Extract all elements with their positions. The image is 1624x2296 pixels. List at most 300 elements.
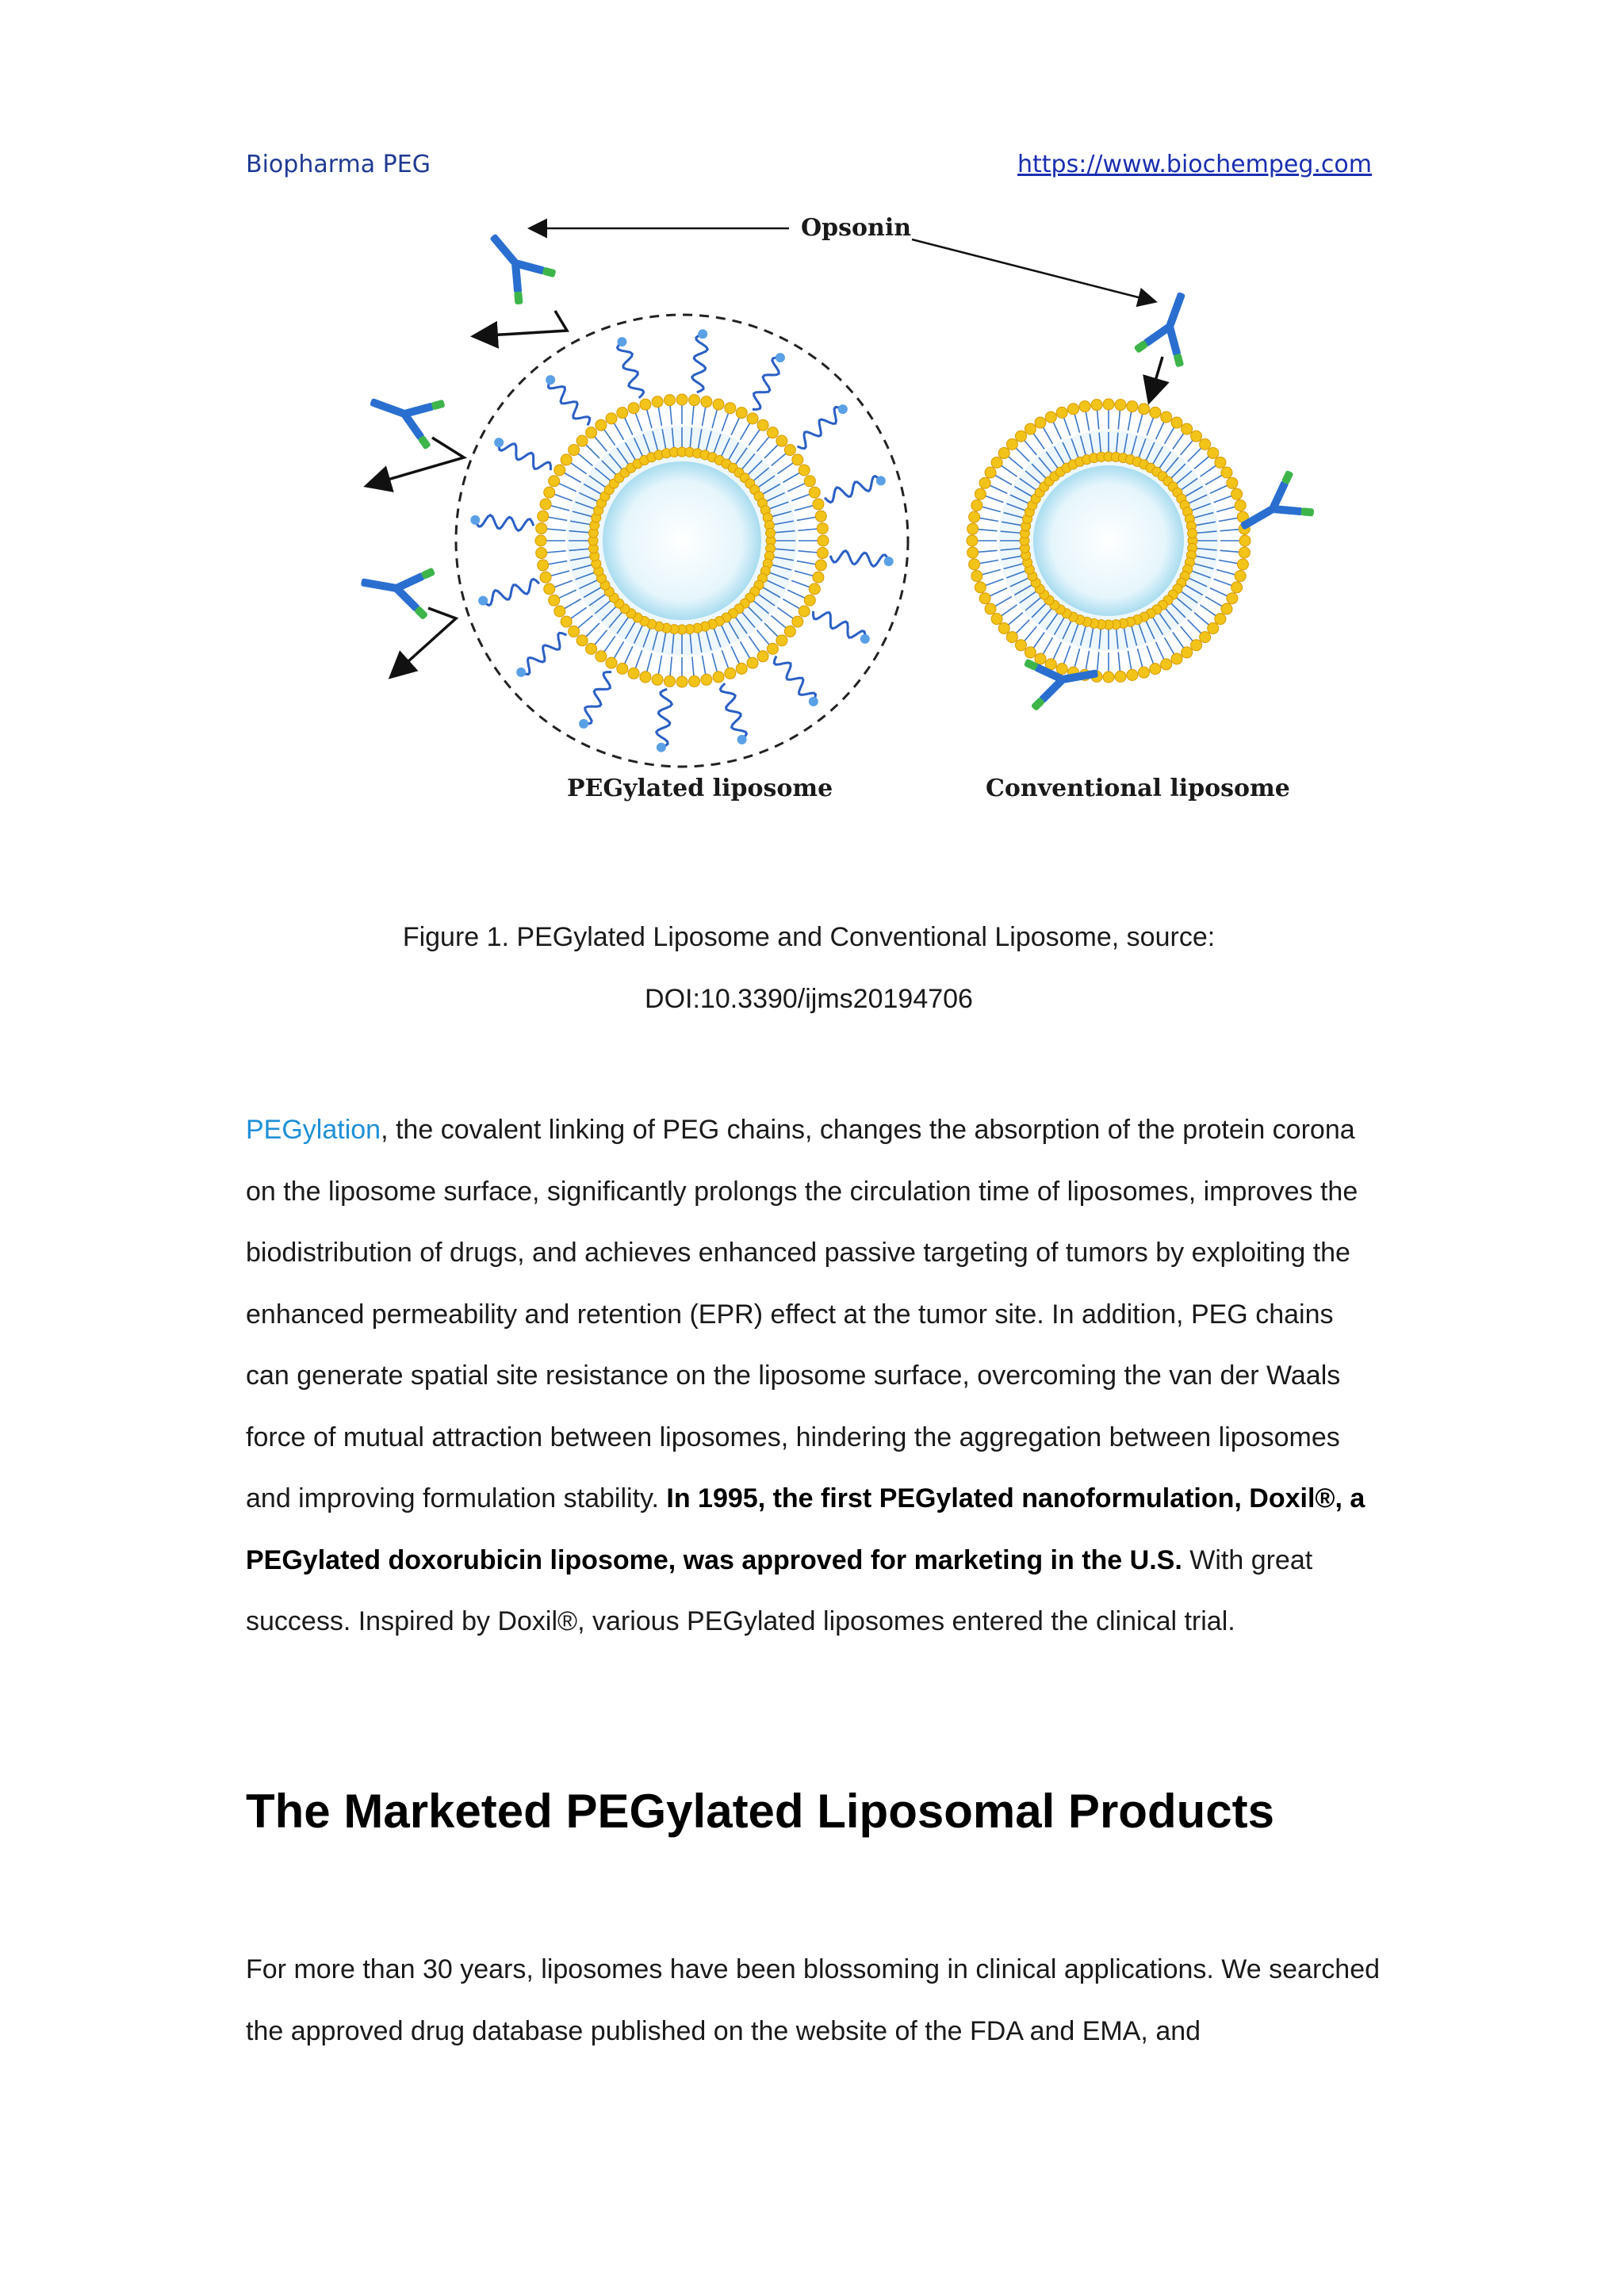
lipid-tail [1216, 507, 1235, 511]
lipid-head [549, 595, 560, 606]
lipid-tail [1156, 642, 1165, 660]
peg-chain [692, 334, 708, 392]
peg-chain-end [494, 438, 504, 447]
lipid-head [1139, 404, 1150, 415]
peg-chain [825, 476, 881, 503]
lipid-head [1161, 659, 1172, 670]
antibody-tip [542, 266, 556, 277]
lipid-head [596, 419, 607, 430]
lipid-head [1231, 582, 1243, 593]
lipid-head [1079, 401, 1090, 412]
peg-chain-end [516, 668, 526, 677]
lipid-head [554, 465, 565, 476]
lipid-tail [978, 530, 998, 531]
lipid-head [561, 616, 572, 627]
lipid-head [792, 454, 803, 465]
paragraph-text-2: With great success. Inspired by Doxil®, various PEGylated liposomes entered the clinical trial. [246, 1544, 1313, 1636]
lipid-head [1239, 535, 1251, 546]
paragraph-pegylation [246, 1100, 1380, 1653]
lipid-tail [594, 436, 607, 451]
pegylated-liposome [456, 315, 908, 767]
lipid-tail [1074, 649, 1079, 668]
lipid-head [979, 593, 990, 604]
lipid-head [1227, 477, 1238, 488]
lipid-tail [777, 607, 793, 618]
lipid-tail [1219, 560, 1239, 563]
lipid-head [1035, 417, 1046, 428]
lipid-tail [1147, 645, 1154, 664]
lipid-tail [550, 571, 569, 576]
lipid-head [1171, 417, 1182, 428]
lipid-tail [1205, 475, 1223, 485]
lipid-tail [1173, 633, 1184, 649]
lipid-tail [1213, 496, 1231, 503]
lipid-head [1231, 488, 1243, 499]
lipid-tail [1001, 605, 1017, 616]
lipid-head [713, 672, 724, 683]
lipid-head [606, 413, 617, 424]
lipid-tail [1063, 417, 1071, 435]
peg-chain-end [478, 596, 488, 606]
lipid-tail [1043, 637, 1053, 655]
lipid-tail [722, 650, 729, 668]
lipid-tail [1053, 422, 1062, 440]
antibody-tip [1173, 353, 1184, 367]
lipid-head [1056, 407, 1067, 418]
lipid-head [736, 663, 747, 674]
antibody [472, 219, 559, 308]
lipid-tail [614, 423, 624, 440]
lipid-tail [787, 590, 806, 599]
lipid-head [813, 499, 824, 510]
lipid-head [1150, 664, 1161, 675]
lipid-head [1221, 467, 1232, 478]
lipid-tail [553, 580, 572, 587]
lipid-tail [1147, 417, 1154, 435]
lipid-head [1235, 571, 1246, 582]
lipid-tail [985, 496, 1003, 503]
lipid-tail [692, 656, 694, 676]
lipid-head [549, 476, 560, 487]
lipid-head [544, 487, 555, 498]
antibody [1132, 284, 1208, 369]
peg-chain [830, 551, 889, 567]
lipid-head [776, 435, 787, 446]
lipid-tail [797, 517, 817, 520]
lipid-tail [548, 517, 568, 520]
lipid-head [799, 606, 810, 617]
lipid-tail [1074, 414, 1079, 433]
lipid-head [1191, 430, 1202, 442]
lipid-tail [741, 423, 751, 440]
lipid-tail [982, 507, 1001, 511]
lipid-tail [1008, 456, 1023, 469]
lipid-tail [1194, 613, 1209, 626]
lipid-tail [749, 636, 760, 652]
lipid-head [967, 535, 978, 546]
lipid-tail [585, 623, 599, 637]
lipid-head [1067, 404, 1078, 415]
header-url-link[interactable]: https://www.biochempeg.com [1017, 151, 1372, 178]
peg-chain-end [876, 476, 886, 485]
lipid-tail [772, 453, 787, 465]
lipid-tail [783, 473, 800, 483]
peg-chain-end [809, 697, 818, 706]
lipid-tail [1201, 605, 1216, 616]
lipid-tail [646, 409, 651, 428]
lipid-tail [1165, 427, 1175, 444]
lipid-tail [1043, 427, 1053, 444]
lipid-tail [722, 412, 729, 430]
lipid-tail [731, 417, 740, 435]
peg-chain [483, 579, 539, 605]
lipid-tail [1063, 645, 1071, 664]
right-aqueous-core [1033, 465, 1184, 616]
lipid-tail [1086, 651, 1089, 671]
lipid-head [776, 635, 787, 646]
lipid-tail [658, 407, 661, 427]
lipid-tail [1128, 411, 1131, 431]
lipid-tail [703, 407, 706, 427]
lipid-tail [624, 417, 633, 435]
lipid-head [664, 395, 675, 406]
pegylation-link[interactable]: PEGylation [246, 1115, 381, 1145]
lipid-tail [1219, 518, 1239, 521]
lipid-head [689, 395, 700, 406]
lipid-tail [548, 561, 568, 564]
peg-chain [499, 442, 550, 470]
lipid-head [1221, 603, 1232, 614]
antibody-tip [431, 400, 445, 411]
lipid-tail [1008, 613, 1023, 626]
lipid-tail [577, 615, 592, 628]
header-site-name: Biopharma PEG [246, 151, 431, 178]
antibody-tip [1300, 507, 1314, 516]
lipid-head [536, 522, 547, 534]
lipid-tail [546, 529, 566, 530]
lipid-head [554, 606, 565, 617]
peg-chain [521, 633, 566, 674]
lipid-head [536, 548, 547, 559]
lipid-tail [585, 444, 599, 458]
lipid-head [535, 535, 546, 546]
lipid-head [617, 408, 628, 419]
lipid-tail [1165, 637, 1175, 655]
lipid-head [596, 651, 607, 662]
lipid-tail [1201, 465, 1216, 476]
lipid-tail [1205, 597, 1223, 607]
lipid-head [757, 419, 768, 430]
lipid-head [538, 560, 549, 571]
lipid-tail [564, 599, 581, 610]
lipid-tail [777, 462, 793, 473]
lipid-head [713, 399, 724, 410]
lipid-head [1045, 411, 1056, 423]
lipid-head [1006, 438, 1017, 450]
lipid-tail [1086, 411, 1089, 431]
lipid-tail [795, 505, 814, 510]
lipid-head [804, 476, 815, 487]
lipid-tail [1118, 652, 1120, 672]
peg-chain-end [776, 353, 785, 362]
lipid-tail [1016, 620, 1030, 634]
lipid-head [628, 403, 639, 414]
lipid-tail [1137, 414, 1142, 433]
lipid-head [1215, 457, 1226, 468]
lipid-head [628, 668, 639, 679]
lipid-head [767, 427, 778, 438]
lipid-tail [798, 551, 818, 553]
lipid-head [1139, 667, 1150, 678]
conventional-liposome [967, 399, 1251, 683]
lipid-head [544, 584, 555, 595]
lipid-head [617, 663, 628, 674]
lipid-head [766, 528, 776, 538]
lipid-tail [979, 560, 999, 563]
repel-arrow-2 [369, 438, 464, 485]
lipid-head [1056, 664, 1067, 675]
lipid-head [576, 635, 588, 646]
antibody-arm [1270, 505, 1304, 516]
lipid-tail [614, 641, 624, 659]
lipid-head [1006, 632, 1017, 643]
lipid-head [1035, 653, 1046, 664]
lipid-tail [772, 615, 787, 628]
lipid-tail [558, 483, 576, 492]
lipid-tail [764, 444, 779, 458]
lipid-tail [979, 518, 999, 521]
liposome-figure [325, 200, 1332, 834]
lipid-tail [603, 429, 615, 445]
lipid-head [652, 396, 663, 408]
lipid-tail [564, 473, 581, 483]
lipid-head [1171, 653, 1182, 664]
lipid-tail [1118, 410, 1120, 430]
lipid-tail [1194, 456, 1209, 469]
lipid-head [991, 614, 1002, 625]
lipid-head [1182, 423, 1193, 434]
lipid-tail [670, 656, 672, 676]
lipid-head [1161, 411, 1172, 423]
lipid-head [1127, 669, 1138, 680]
lipid-head [967, 547, 979, 558]
lipid-head [1127, 401, 1138, 412]
lipid-head [815, 560, 826, 571]
lipid-head [818, 535, 829, 546]
lipid-tail [1001, 465, 1017, 476]
lipid-tail [797, 561, 817, 564]
lipid-head [561, 454, 572, 465]
lipid-head [538, 511, 549, 522]
peg-chain [618, 342, 644, 398]
lipid-tail [577, 453, 592, 465]
peg-chain-end [737, 735, 747, 744]
lipid-head [985, 603, 996, 614]
lipid-head [967, 523, 979, 534]
lipid-tail [624, 646, 633, 664]
antibody-stem [361, 578, 397, 592]
lipid-head [747, 413, 758, 424]
lipid-head [725, 403, 736, 414]
lipid-tail [1033, 433, 1044, 449]
lipid-head [606, 657, 617, 668]
lipid-tail [550, 505, 569, 510]
lipid-head [1025, 647, 1036, 658]
lipid-head [998, 447, 1009, 458]
bind-arrow [1150, 357, 1162, 400]
lipid-head [701, 674, 712, 685]
lipid-tail [756, 436, 769, 451]
lipid-head [1188, 529, 1197, 538]
peg-chain [549, 380, 590, 425]
lipid-head [809, 584, 820, 595]
lipid-tail [791, 494, 810, 501]
lipid-tail [1016, 448, 1030, 462]
lipid-head [1015, 430, 1026, 442]
lipid-head [664, 675, 675, 687]
lipid-tail [985, 579, 1003, 586]
lipid-head [1237, 559, 1248, 570]
lipid-tail [712, 409, 717, 428]
lipid-head [1191, 640, 1202, 651]
lipid-tail [1181, 626, 1193, 641]
lipid-head [1182, 647, 1193, 658]
paragraph-marketed: For more than 30 years, liposomes have been blossoming in clinical applications. We searched the approved drug database published on the website of the FDA and EMA, and [246, 1954, 1381, 2046]
lipid-head [1025, 423, 1036, 434]
lipid-tail [703, 656, 706, 675]
lipid-tail [594, 630, 607, 645]
lipid-head [1208, 623, 1219, 634]
lipid-tail [994, 597, 1012, 607]
lipid-tail [603, 636, 615, 652]
lipid-head [747, 657, 758, 668]
lipid-head [979, 477, 990, 488]
lipid-head [1115, 400, 1126, 411]
lipid-head [540, 499, 551, 510]
lipid-head [1115, 671, 1126, 682]
lipid-head [985, 467, 996, 478]
lipid-head [784, 626, 795, 637]
lipid-head [813, 572, 824, 583]
lipid-tail [741, 641, 751, 659]
antibody-stem [370, 398, 406, 418]
lipid-tail [1220, 530, 1239, 531]
lipid-head [1239, 547, 1250, 558]
lipid-tail [982, 569, 1001, 574]
lipid-head [969, 511, 980, 522]
peg-chain [753, 358, 780, 409]
lipid-head [792, 616, 803, 627]
lipid-head [540, 572, 551, 583]
peg-chain-end [698, 329, 707, 339]
lipid-head [569, 445, 580, 456]
lipid-head [701, 396, 712, 408]
lipid-tail [570, 607, 586, 618]
lipid-tail [994, 475, 1012, 485]
peg-chain [774, 656, 815, 702]
lipid-tail [1220, 550, 1239, 552]
peg-chain-end [838, 404, 848, 414]
lipid-head [971, 571, 982, 582]
lipid-tail [990, 485, 1008, 494]
peg-chain-end [579, 719, 588, 729]
peg-chain-end [884, 557, 894, 566]
lipid-head [757, 651, 768, 662]
lipid-tail [731, 646, 740, 664]
lipid-tail [646, 653, 651, 672]
lipid-tail [990, 588, 1008, 597]
peg-chain [814, 611, 865, 639]
lipid-tail [1024, 626, 1036, 641]
lipid-tail [787, 483, 806, 492]
lipid-head [817, 522, 828, 534]
lipid-tail [764, 623, 779, 637]
section-heading: The Marketed PEGylated Liposomal Products [246, 1785, 1274, 1838]
opsonin-arrow-right [912, 239, 1154, 301]
lipid-tail [1033, 633, 1044, 649]
lipid-head [969, 559, 980, 570]
repel-arrow-1 [476, 311, 567, 336]
antibody [357, 556, 437, 622]
liposome-diagram [325, 200, 1332, 834]
lipid-head [1235, 499, 1246, 511]
lipid-head [1150, 407, 1161, 418]
lipid-tail [1188, 448, 1202, 462]
lipid-tail [658, 656, 661, 675]
pegylated-liposome-label: PEGylated liposome [567, 775, 833, 802]
lipid-head [652, 674, 663, 685]
lipid-head [1103, 399, 1114, 410]
lipid-tail [635, 650, 642, 668]
lipid-tail [546, 551, 566, 553]
lipid-head [576, 435, 588, 446]
lipid-tail [978, 550, 998, 552]
peg-chain-end [860, 634, 870, 644]
lipid-head [676, 676, 688, 687]
lipid-tail [1156, 422, 1165, 440]
paragraph-bold-text: In 1995, the first PEGylated nanoformulation, Doxil®, a PEGylated doxorubicin liposome, was approved for marketing in the U.S. [246, 1483, 1365, 1575]
lipid-tail [553, 494, 572, 501]
lipid-head [725, 668, 736, 679]
lipid-head [815, 511, 826, 522]
lipid-head [971, 499, 982, 511]
lipid-head [767, 643, 778, 654]
lipid-head [1015, 640, 1026, 651]
lipid-tail [1053, 642, 1062, 660]
left-aqueous-core [603, 461, 761, 620]
lipid-head [817, 548, 828, 559]
lipid-tail [670, 405, 672, 425]
lipid-tail [1024, 440, 1036, 455]
lipid-tail [712, 653, 717, 672]
lipid-tail [795, 571, 814, 576]
lipid-head [586, 643, 597, 654]
lipid-tail [1128, 651, 1131, 671]
lipid-head [1200, 632, 1211, 643]
peg-chain [475, 515, 534, 531]
lipid-head [998, 623, 1009, 634]
lipid-head [689, 675, 700, 687]
lipid-head [991, 457, 1002, 468]
lipid-tail [1097, 410, 1099, 430]
peg-chain-end [617, 337, 626, 346]
lipid-head [975, 582, 986, 593]
lipid-head [1103, 672, 1114, 683]
paragraph-text-1: , the covalent linking of PEG chains, changes the absorption of the protein corona on the liposome surface, significantly prolongs the circulation time of liposomes, improves the biodistribution of drugs, and achieves enhanced passive targeting of tumors by exploiting the enhanced permeability and retention (EPR) effect at the tumor site. In addition, PEG chains can generate spatial site resistance on the liposome surface, overcoming the van der Waals force of mutual attraction between liposomes, hindering the aggregation between liposomes and improving formulation stability. [246, 1115, 1358, 1513]
lipid-tail [1213, 579, 1231, 586]
lipid-tail [1181, 440, 1193, 455]
lipid-head [640, 399, 651, 410]
